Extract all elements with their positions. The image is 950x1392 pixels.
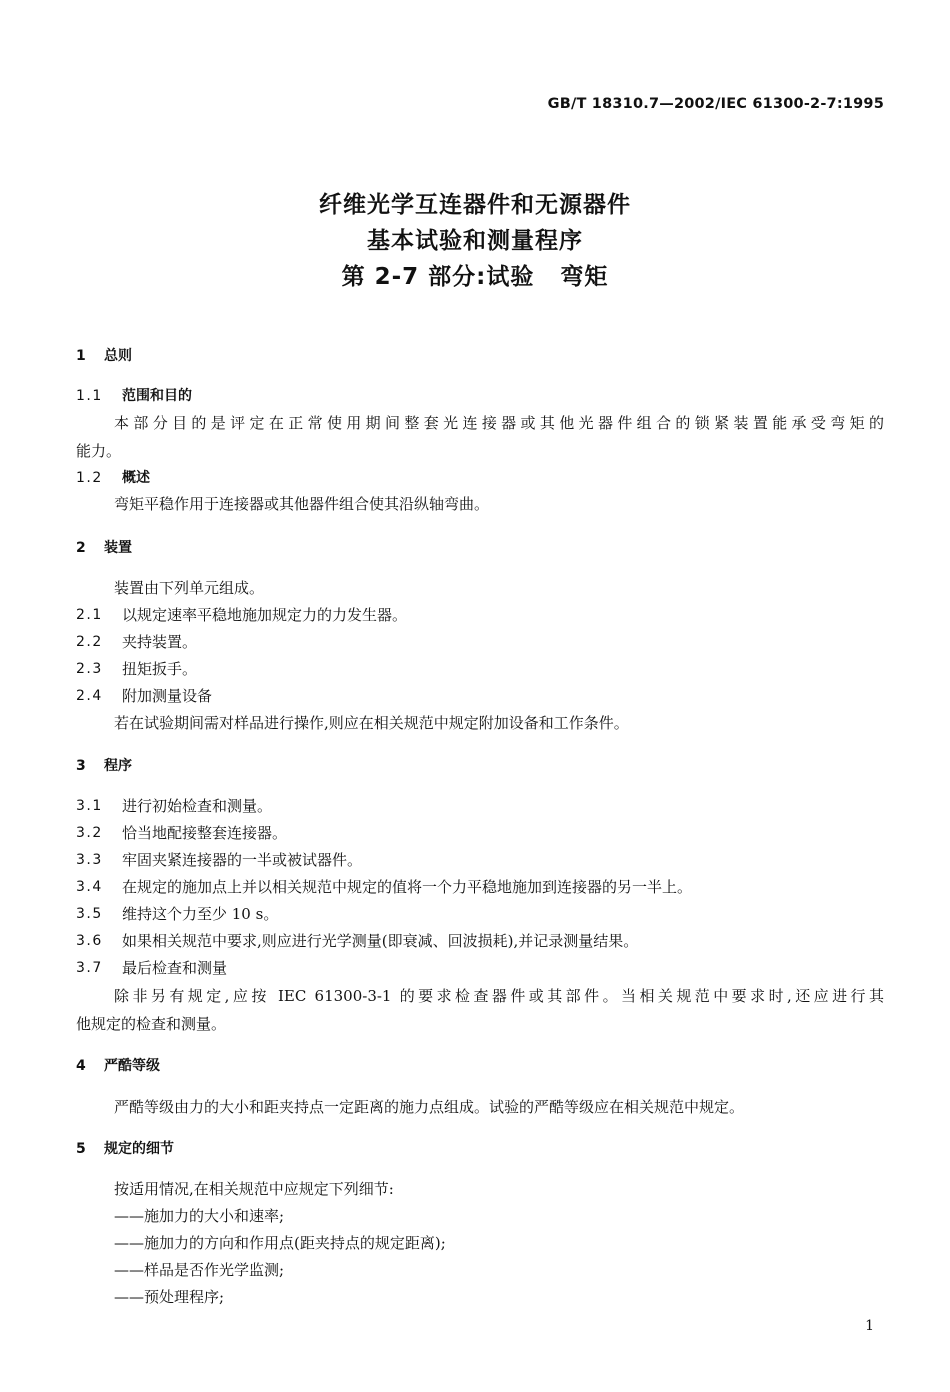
item-number: 3.1 [76, 798, 103, 814]
item-number: 3.3 [76, 852, 103, 868]
section-title: 总则 [104, 348, 132, 364]
paragraph-line: 弯矩平稳作用于连接器或其他器件组合使其沿纵轴弯曲。 [114, 495, 490, 513]
section-title: 范围和目的 [122, 388, 192, 404]
title-line-3 [0, 258, 950, 291]
item-text: 附加测量设备 [122, 687, 213, 705]
section-number: 1 [76, 348, 88, 364]
standard-code: GB/T 18310.7—2002/IEC 61300-2-7:1995 [547, 96, 884, 112]
title-part: 第 2-7 部分:试验 [341, 264, 535, 290]
paragraph-line: 按适用情况,在相关规范中应规定下列细节: [114, 1180, 394, 1198]
item-number: 3.2 [76, 825, 103, 841]
item-text: 如果相关规范中要求,则应进行光学测量(即衰减、回波损耗),并记录测量结果。 [122, 932, 639, 950]
paragraph-line: 他规定的检查和测量。 [76, 1015, 227, 1033]
item-number: 3.5 [76, 906, 103, 922]
section-title: 概述 [122, 470, 150, 486]
item-text: 扭矩扳手。 [122, 660, 198, 678]
item-number: 3.7 [76, 960, 103, 976]
section-number: 1.1 [76, 388, 103, 404]
item-number: 2.2 [76, 634, 103, 650]
item-number: 3.6 [76, 933, 103, 949]
section-number: 3 [76, 758, 88, 774]
list-item-text: ——施加力的方向和作用点(距夹持点的规定距离); [114, 1234, 446, 1252]
title-topic: 弯矩 [560, 264, 609, 290]
section-title: 程序 [104, 758, 132, 774]
section-number: 5 [76, 1141, 88, 1157]
list-item-text: ——预处理程序; [114, 1288, 225, 1306]
title-line-1: 纤维光学互连器件和无源器件 [319, 192, 631, 218]
item-number: 2.4 [76, 688, 103, 704]
list-item-text: ——施加力的大小和速率; [114, 1207, 285, 1225]
paragraph-line: 能力。 [76, 442, 122, 460]
section-1-1-paragraph [76, 409, 884, 465]
item-number: 2.3 [76, 661, 103, 677]
section-number: 4 [76, 1058, 88, 1074]
item-text: 以规定速率平稳地施加规定力的力发生器。 [122, 606, 408, 624]
item-number: 2.1 [76, 607, 103, 623]
section-title: 严酷等级 [104, 1058, 160, 1074]
paragraph-line: 装置由下列单元组成。 [114, 579, 265, 597]
item-3-7-paragraph [76, 982, 884, 1038]
list-item-text: ——样品是否作光学监测; [114, 1261, 285, 1279]
item-text: 在规定的施加点上并以相关规范中规定的值将一个力平稳地施加到连接器的另一半上。 [122, 878, 693, 896]
paragraph-line: 严酷等级由力的大小和距夹持点一定距离的施力点组成。试验的严酷等级应在相关规范中规定。 [114, 1098, 745, 1116]
item-text: 最后检查和测量 [122, 959, 228, 977]
title-line-2: 基本试验和测量程序 [367, 228, 583, 254]
paragraph-line: 除非另有规定,应按 IEC 61300-3-1 的要求检查器件或其部件。当相关规范中要求时,还应进行其 [114, 987, 884, 1005]
section-number: 1.2 [76, 470, 103, 486]
paragraph-line: 本部分目的是评定在正常使用期间整套光连接器或其他光器件组合的锁紧装置能承受弯矩的 [114, 414, 884, 432]
page-number: 1 [865, 1318, 874, 1334]
item-number: 3.4 [76, 879, 103, 895]
section-title: 规定的细节 [104, 1141, 174, 1157]
section-title: 装置 [104, 540, 132, 556]
paragraph-line: 若在试验期间需对样品进行操作,则应在相关规范中规定附加设备和工作条件。 [114, 714, 629, 732]
item-text: 牢固夹紧连接器的一半或被试器件。 [122, 851, 363, 869]
item-text: 维持这个力至少 10 s。 [122, 905, 279, 923]
item-text: 恰当地配接整套连接器。 [122, 824, 288, 842]
section-number: 2 [76, 540, 88, 556]
item-text: 夹持装置。 [122, 633, 198, 651]
item-text: 进行初始检查和测量。 [122, 797, 273, 815]
